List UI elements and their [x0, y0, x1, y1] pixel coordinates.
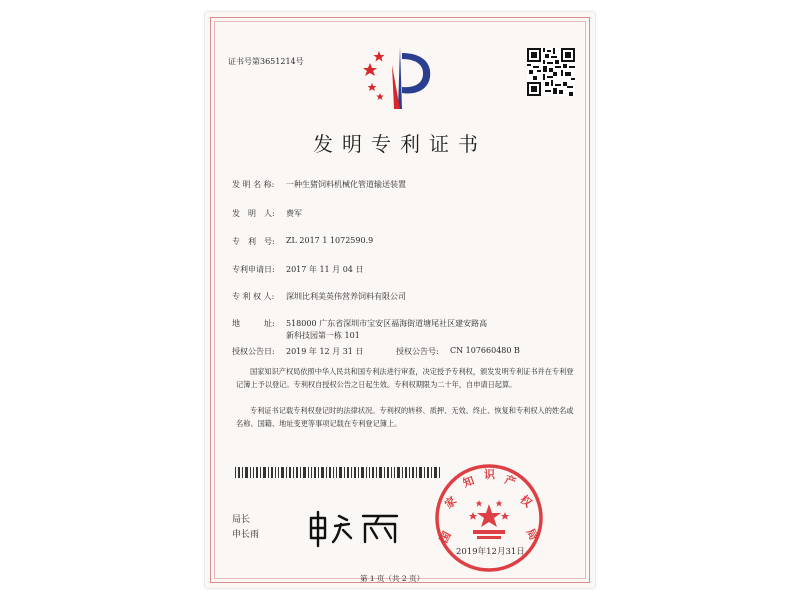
grant-date-label: 授权公告日:: [232, 347, 275, 356]
application-date-value: 2017 年 11 月 04 日: [286, 265, 364, 274]
inventor-label: 发 明 人:: [232, 209, 275, 218]
svg-text:国: 国: [437, 529, 454, 546]
grant-statement-paragraph: 国家知识产权局依照中华人民共和国专利法进行审查，决定授予专利权，颁发发明专利证书并在专利登记簿上予以登记。专利权自授权公告之日起生效。专利权期限为二十年，自申请日起算。: [236, 367, 574, 389]
svg-text:权: 权: [517, 492, 535, 510]
handwritten-signature-icon: [305, 508, 405, 548]
signature-title: 局长: [232, 515, 251, 525]
invention-name-value: 一种生猪饲料机械化管道输送装置: [286, 180, 406, 189]
patentee-label: 专 利 权 人:: [232, 292, 275, 301]
signature-name: 申长雨: [232, 530, 260, 540]
patent-no-label: 专 利 号:: [232, 237, 275, 246]
address-value-line1: 518000 广东省深圳市宝安区福海街道塘尾社区建安路高: [286, 319, 488, 328]
qr-code-icon: [527, 48, 575, 96]
page-footer: 第 1 页（共 2 页）: [360, 574, 425, 583]
grant-no-value: CN 107660480 B: [450, 346, 520, 355]
svg-text:局: 局: [523, 526, 541, 543]
grant-no-label: 授权公告号:: [396, 347, 439, 356]
svg-text:知: 知: [461, 473, 476, 490]
official-seal-icon: [433, 462, 545, 574]
address-value-line2: 新科技园第一栋 101: [286, 331, 360, 340]
patent-no-value: ZL 2017 1 1072590.9: [286, 236, 374, 245]
patent-office-logo-icon: [362, 45, 438, 111]
application-date-label: 专利申请日:: [232, 265, 275, 274]
svg-text:产: 产: [502, 472, 518, 489]
seal-date: 2019年12月31日: [456, 547, 525, 557]
invention-name-label: 发 明 名 称:: [232, 180, 275, 189]
svg-text:识: 识: [484, 468, 495, 481]
certificate-number: 证书号第3651214号: [228, 57, 304, 66]
patentee-value: 深圳比利美英伟营养饲料有限公司: [286, 292, 406, 301]
barcode-icon: [235, 467, 440, 478]
inventor-value: 费军: [286, 209, 302, 218]
legal-status-paragraph: 专利证书记载专利权登记时的法律状况。专利权的转移、质押、无效、终止、恢复和专利权人的姓名或名称、国籍、地址变更等事项记载在专利登记簿上。: [236, 406, 574, 428]
certificate-title: 发明专利证书: [313, 132, 487, 156]
grant-date-value: 2019 年 12 月 31 日: [286, 347, 364, 356]
address-label: 地 址:: [232, 319, 275, 328]
svg-text:家: 家: [442, 494, 460, 512]
